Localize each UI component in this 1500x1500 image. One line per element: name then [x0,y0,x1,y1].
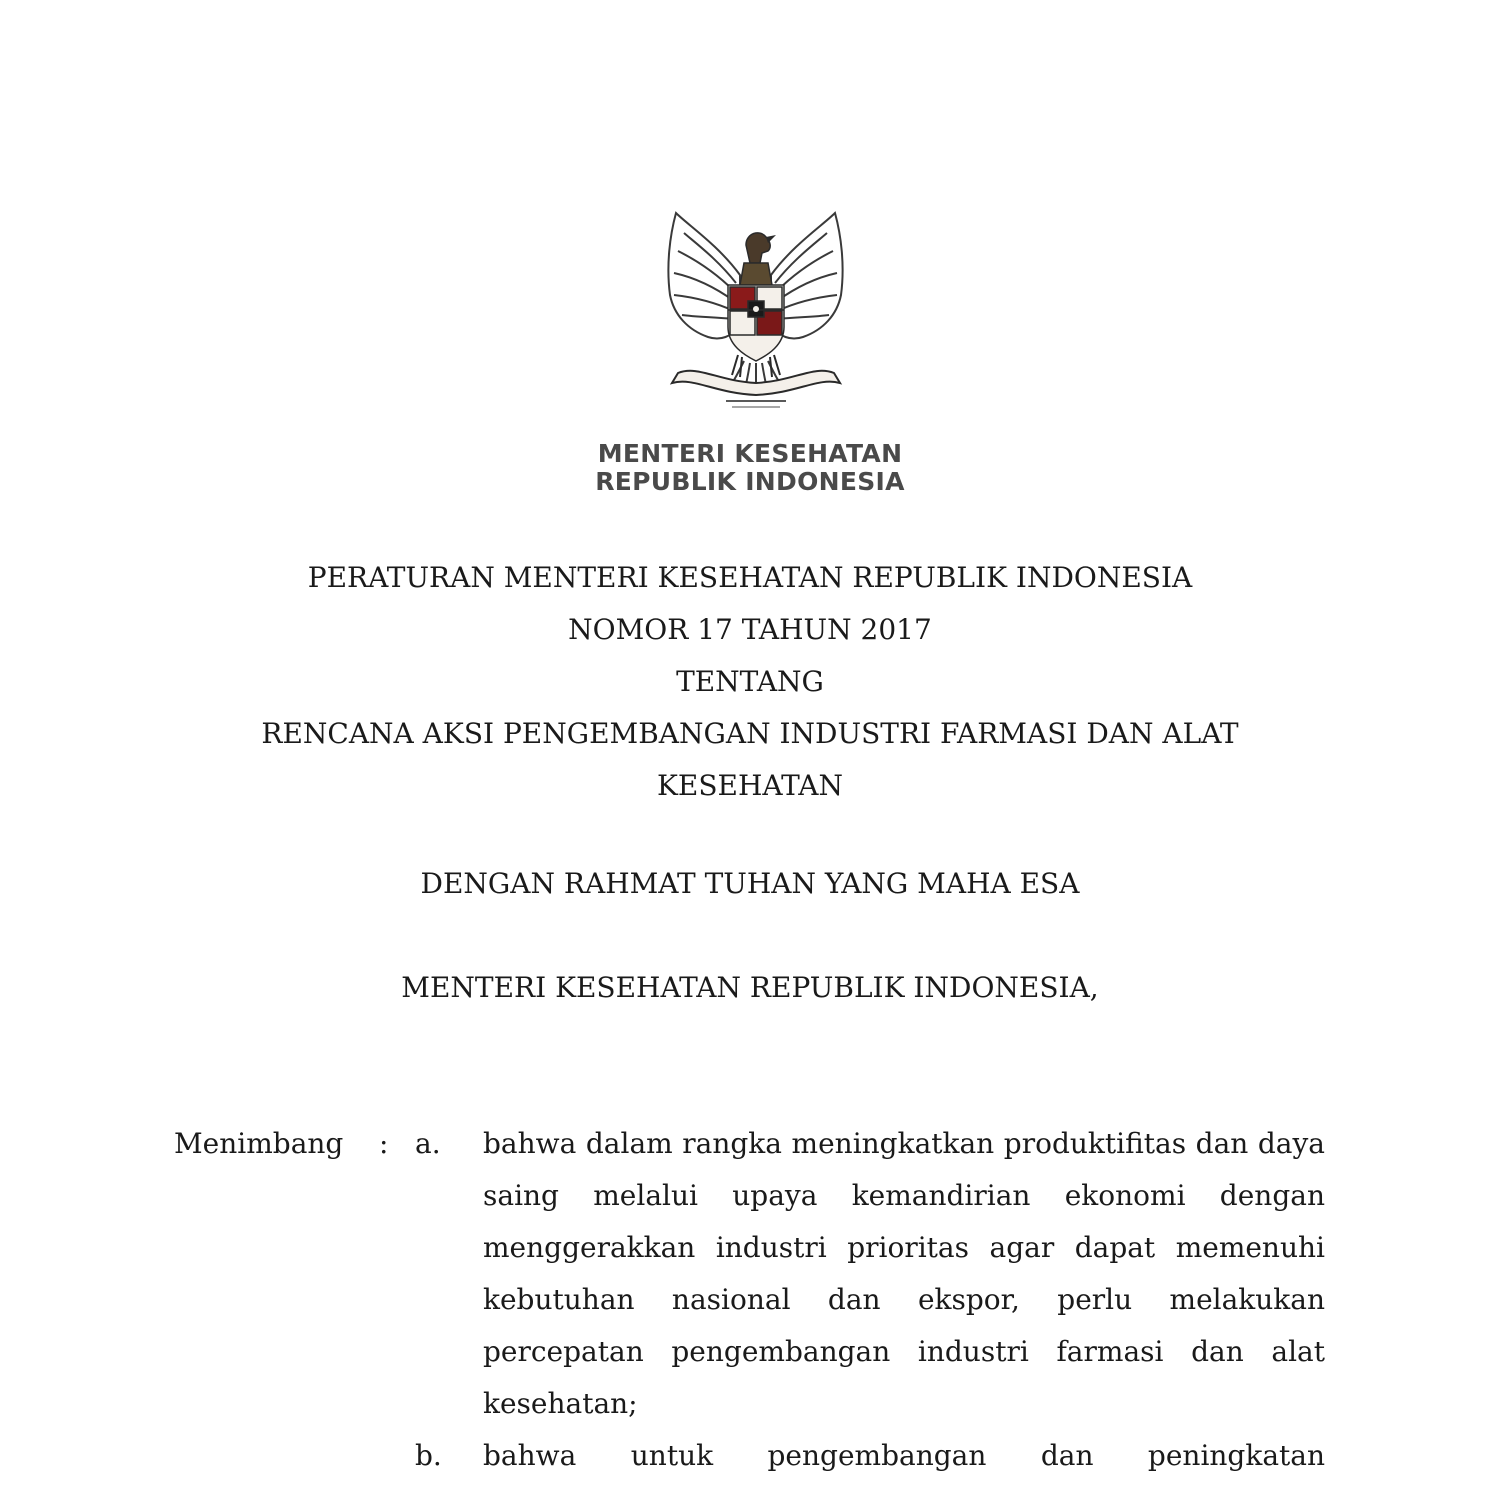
regulation-title [150,552,1350,812]
item-letter: a. [415,1127,441,1160]
invocation: DENGAN RAHMAT TUHAN YANG MAHA ESA [420,867,1080,900]
title-line-4: RENCANA AKSI PENGEMBANGAN INDUSTRI FARMASI DAN ALAT [261,717,1239,750]
considerations-label: Menimbang [174,1127,344,1160]
item-letter: b. [415,1439,442,1472]
title-line-5: KESEHATAN [657,769,843,802]
title-line-2: NOMOR 17 TAHUN 2017 [568,613,932,646]
considerations-section [174,1118,1334,1482]
authority-line: MENTERI KESEHATAN REPUBLIK INDONESIA, [401,971,1099,1004]
considerations-colon: : [379,1127,389,1160]
item-text: bahwa dalam rangka meningkatkan produktifitas dan daya saing melalui upaya kemandirian ekonomi dengan menggerakkan industri prioritas agar dapat memenuhi kebutuhan nasional dan ekspor, perlu melakukan percepatan pengembangan industri farmasi dan alat kesehatan; [483,1127,1325,1420]
consideration-item-a [174,1118,1334,1430]
garuda-emblem-icon [648,205,863,420]
ministry-logotype [560,440,940,496]
title-line-1: PERATURAN MENTERI KESEHATAN REPUBLIK INDONESIA [307,561,1193,594]
ministry-line-1: MENTERI KESEHATAN [597,439,903,468]
ministry-line-2: REPUBLIK INDONESIA [595,467,905,496]
item-text: bahwa untuk pengembangan dan peningkatan [483,1439,1325,1472]
title-line-3: TENTANG [676,665,824,698]
consideration-item-b [174,1430,1334,1482]
